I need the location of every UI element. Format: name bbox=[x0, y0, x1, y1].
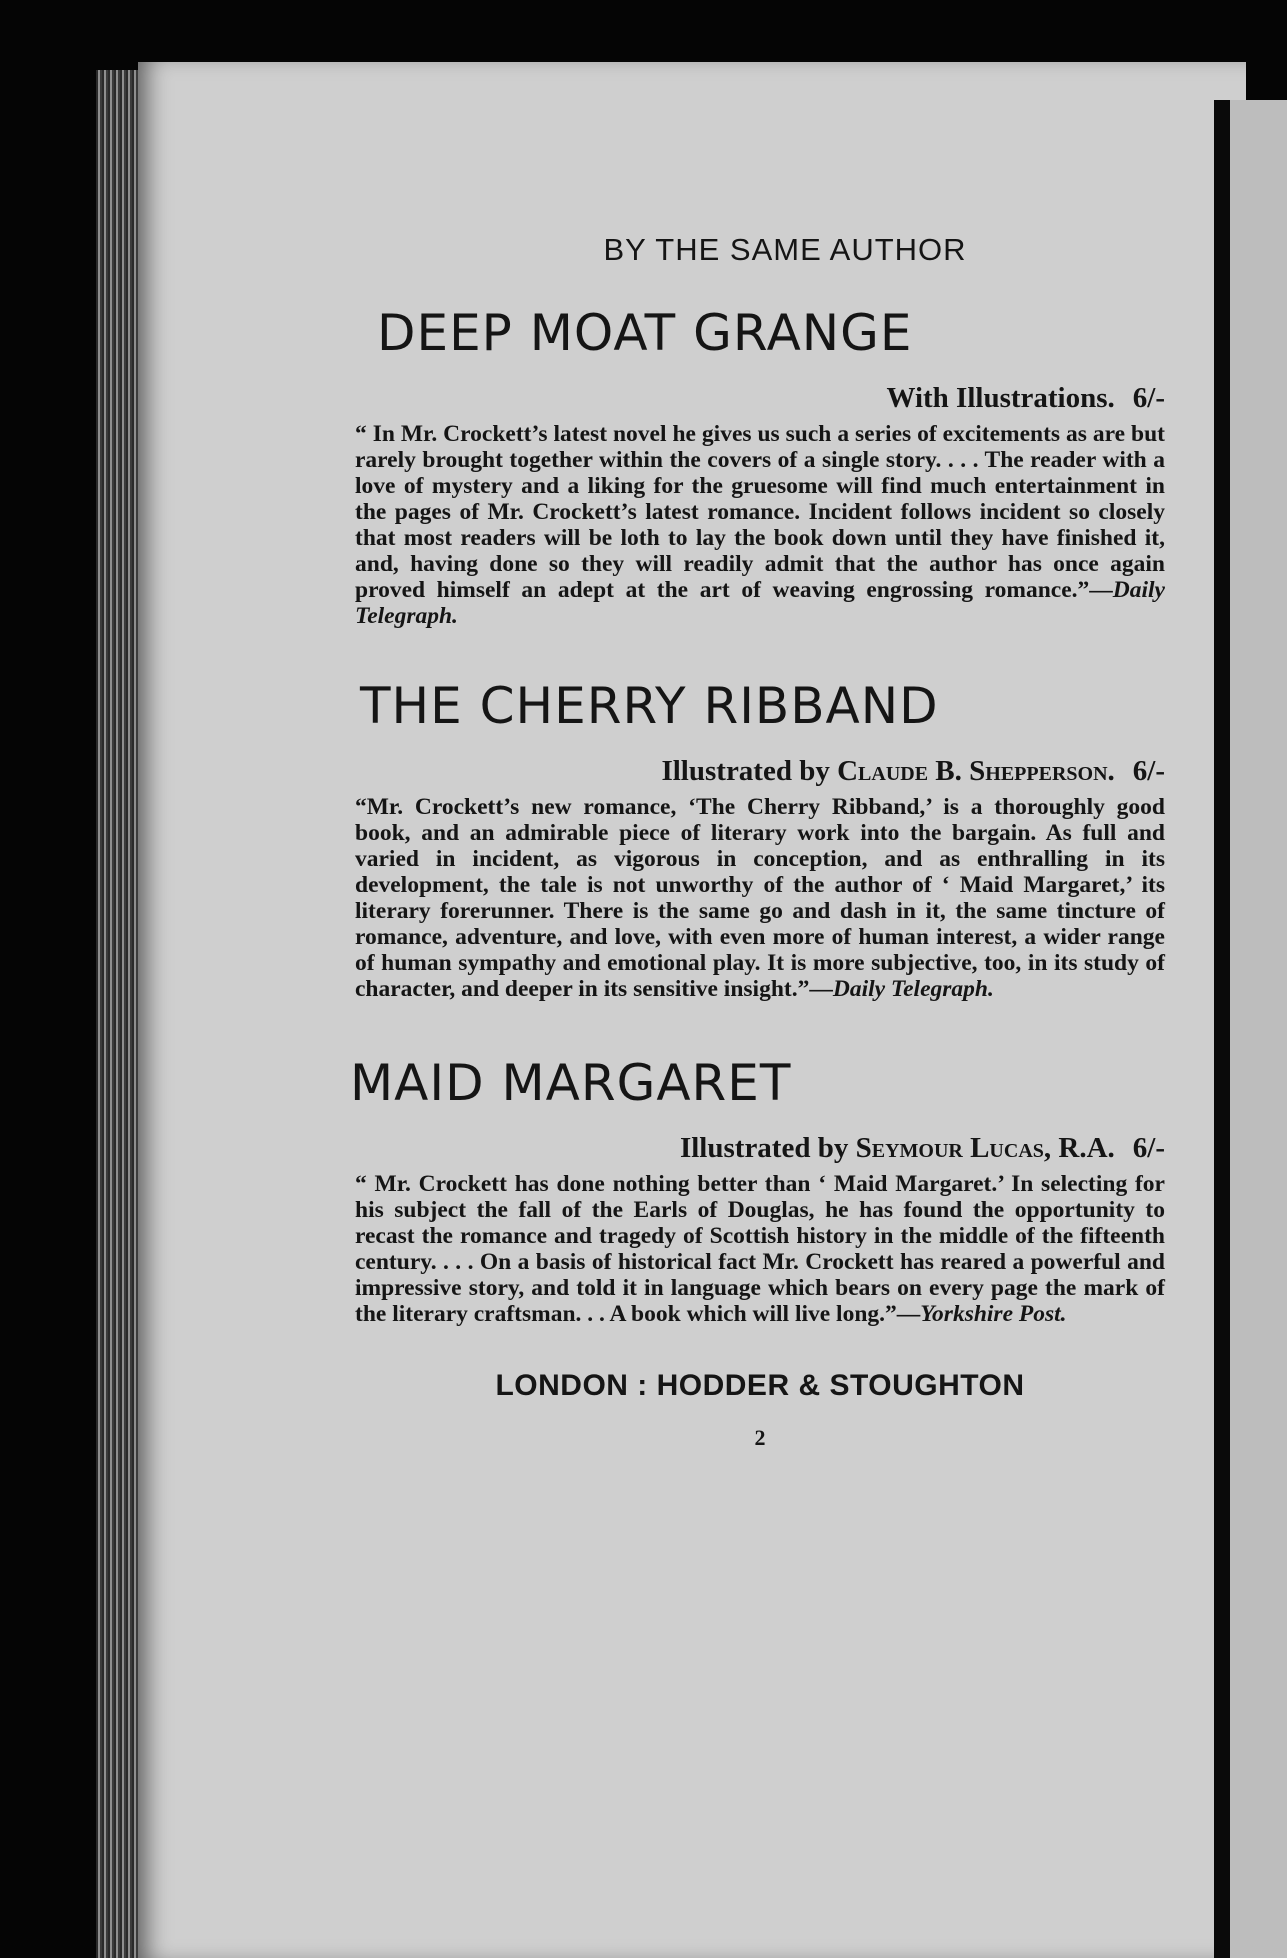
page-number: 2 bbox=[754, 1425, 766, 1450]
book-title: THE CHERRY RIBBAND bbox=[360, 677, 939, 735]
book-page-edges bbox=[96, 70, 142, 1958]
book-title: DEEP MOAT GRANGE bbox=[377, 304, 913, 362]
illustration-line bbox=[355, 382, 1165, 415]
illustration-lead: Illustrated by bbox=[661, 755, 830, 787]
price: 6/- bbox=[1132, 382, 1165, 414]
price: 6/- bbox=[1132, 755, 1165, 787]
illustration-lead: With Illustrations. bbox=[886, 382, 1115, 414]
illustration-lead: Illustrated by bbox=[679, 1132, 849, 1164]
price: 6/- bbox=[1132, 1132, 1165, 1164]
quote-source: Daily Telegraph. bbox=[355, 577, 1165, 629]
quote-source: Daily Telegraph. bbox=[832, 976, 994, 1002]
illustrator-name: Claude B. Shepperson. bbox=[837, 755, 1115, 787]
quote-text: “Mr. Crockett’s new romance, ‘The Cherry Ribband,’ is a thoroughly good book, and an admirable piece of literary work into the bargain. As full and varied in incident, as vigorous in conception, and as enthralling in its development, the tale is not unworthy of the author of ‘ Maid Margaret,’ its literary forerunner. There is the same go and dash in it, the same tincture of romance, adventure, and love, with even more of human interest, a wider range of human sympathy and emotional play. It is more subjective, too, in its study of character, and deeper in its sensitive insight.”— bbox=[355, 794, 1165, 1002]
review-quote bbox=[355, 1171, 1165, 1327]
review-quote bbox=[355, 421, 1165, 629]
quote-text: “ In Mr. Crockett’s latest novel he gives us such a series of excitements as are but rarely brought together within the covers of a single story. . . . The reader with a love of mystery and a liking for the gruesome will find much entertainment in the pages of Mr. Crockett’s latest romance. Incident follows incident so closely that most readers will be loth to lay the book down until they have finished it, and, having done so they will readily admit that the author has once again proved himself an adept at the art of weaving engrossing romance.”— bbox=[355, 421, 1165, 603]
facing-page-edge bbox=[1230, 100, 1287, 1958]
illustration-line bbox=[355, 755, 1165, 788]
publisher-imprint: LONDON : HODDER & STOUGHTON bbox=[495, 1369, 1025, 1402]
review-quote bbox=[355, 794, 1165, 1002]
quote-source: Yorkshire Post. bbox=[920, 1301, 1067, 1327]
page-content bbox=[350, 220, 1165, 1451]
book-entry-cherry-ribband bbox=[355, 677, 1165, 1002]
book-entry-deep-moat-grange bbox=[355, 304, 1165, 629]
illustrator-name: Seymour Lucas, R.A. bbox=[855, 1132, 1115, 1164]
illustration-line bbox=[355, 1132, 1165, 1165]
by-line-heading: BY THE SAME AUTHOR bbox=[603, 232, 967, 267]
quote-text: “ Mr. Crockett has done nothing better than ‘ Maid Margaret.’ In selecting for his subject the fall of the Earls of Douglas, he has found the opportunity to recast the romance and tragedy of Scottish history in the middle of the fifteenth century. . . . On a basis of historical fact Mr. Crockett has reared a powerful and impressive story, and told it in language which bears on every page the mark of the literary craftsman. . . A book which will live long.”— bbox=[355, 1171, 1165, 1327]
book-title: MAID MARGARET bbox=[350, 1054, 792, 1112]
book-entry-maid-margaret bbox=[350, 1054, 1165, 1327]
book-gutter bbox=[1214, 100, 1230, 1958]
